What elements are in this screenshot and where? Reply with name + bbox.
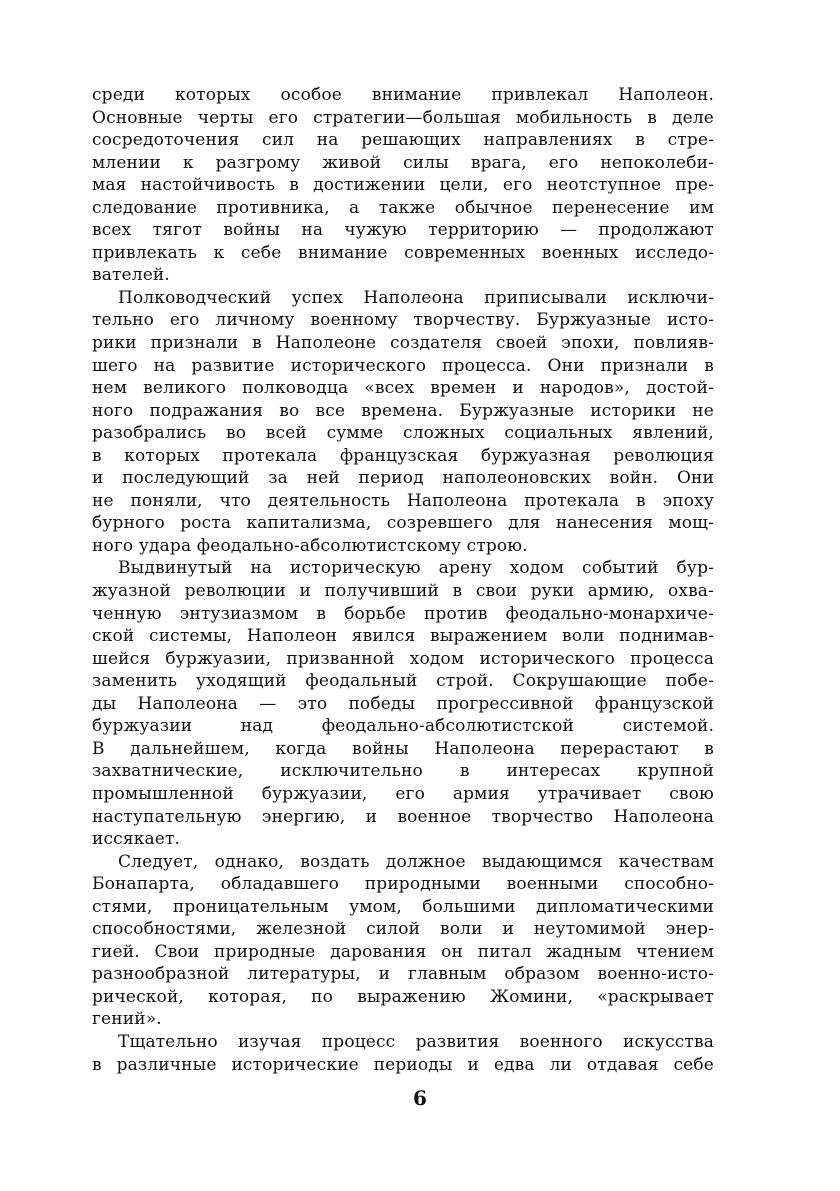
text-line: мая настойчивость в достижении цели, его неотступное пре-	[92, 175, 714, 196]
text-line: буржуазии над феодально-абсолютистской системой.	[92, 716, 714, 737]
text-line: Полководческий успех Наполеона приписывали исключи-	[118, 287, 714, 308]
text-line: ской системы, Наполеон явился выражением воли поднимав-	[92, 626, 714, 647]
text-line: разобрались во всей сумме сложных социальных явлений,	[92, 423, 714, 444]
text-line: в которых протекала французская буржуазная революция	[92, 445, 714, 466]
text-line: наступательную энергию, и военное творчество Наполеона	[92, 806, 714, 827]
text-line: жуазной революции и получивший в свои руки армию, охва-	[92, 581, 714, 602]
text-line: стями, проницательным умом, большими дипломатическими	[92, 896, 714, 917]
page-text-block	[92, 84, 714, 1076]
text-line: всех тягот войны на чужую территорию — продолжают	[92, 220, 714, 241]
text-line: не поняли, что деятельность Наполеона протекала в эпоху	[92, 490, 714, 511]
text-line: Тщательно изучая процесс развития военного искусства	[118, 1031, 714, 1052]
text-line: бурного роста капитализма, созревшего для нанесения мощ-	[92, 513, 714, 534]
text-line: Следует, однако, воздать должное выдающимся качествам	[118, 851, 714, 872]
text-line: Выдвинутый на историческую арену ходом событий бур-	[118, 558, 714, 579]
text-line: иссякает.	[92, 829, 181, 850]
text-line: рической, которая, по выражению Жомини, «раскрывает	[92, 986, 714, 1007]
text-line: гений».	[92, 1009, 162, 1030]
text-line: промышленной буржуазии, его армия утрачивает свою	[92, 783, 714, 804]
text-line: вателей.	[92, 265, 170, 286]
text-line: ного подражания во все времена. Буржуазные историки не	[92, 400, 714, 421]
text-line: сосредоточения сил на решающих направлениях в стре-	[92, 130, 714, 151]
text-line: заменить уходящий феодальный строй. Сокрушающие побе-	[92, 671, 714, 692]
text-line: среди которых особое внимание привлекал Наполеон.	[92, 85, 714, 105]
text-line: тельно его личному военному творчеству. Буржуазные исто-	[92, 310, 714, 331]
text-line: Основные черты его стратегии—большая мобильность в деле	[92, 107, 714, 128]
text-line: нем великого полководца «всех времен и народов», достой-	[92, 378, 714, 399]
text-line: захватнические, исключительно в интересах крупной	[92, 761, 714, 782]
text-line: следование противника, а также обычное перенесение им	[92, 197, 714, 218]
text-line: привлекать к себе внимание современных военных исследо-	[92, 242, 714, 263]
text-line: гией. Свои природные дарования он питал жадным чтением	[92, 941, 714, 962]
text-line: шейся буржуазии, призванной ходом исторического процесса	[92, 648, 714, 669]
text-line: ного удара феодально-абсолютистскому строю.	[92, 535, 528, 556]
text-line: ченную энтузиазмом в борьбе против феодально-монархиче-	[92, 603, 714, 624]
text-line: шего на развитие исторического процесса. Они признали в	[92, 355, 714, 376]
text-line: Бонапарта, обладавшего природными военными способно-	[92, 874, 714, 895]
text-line: млении к разгрому живой силы врага, его непоколеби-	[92, 152, 714, 173]
text-line: ды Наполеона — это победы прогрессивной французской	[92, 693, 714, 714]
text-line: рики признали в Наполеоне создателя своей эпохи, повлияв-	[92, 333, 714, 354]
text-line: В дальнейшем, когда войны Наполеона перерастают в	[92, 738, 714, 759]
text-line: способностями, железной силой воли и неутомимой энер-	[92, 919, 714, 940]
text-line: и последующий за ней период наполеоновских войн. Они	[92, 468, 714, 489]
text-line: разнообразной литературы, и главным образом военно-исто-	[92, 964, 714, 985]
text-line: в различные исторические периоды и едва ли отдавая себе	[92, 1054, 714, 1075]
page-number: 6	[413, 1086, 427, 1110]
